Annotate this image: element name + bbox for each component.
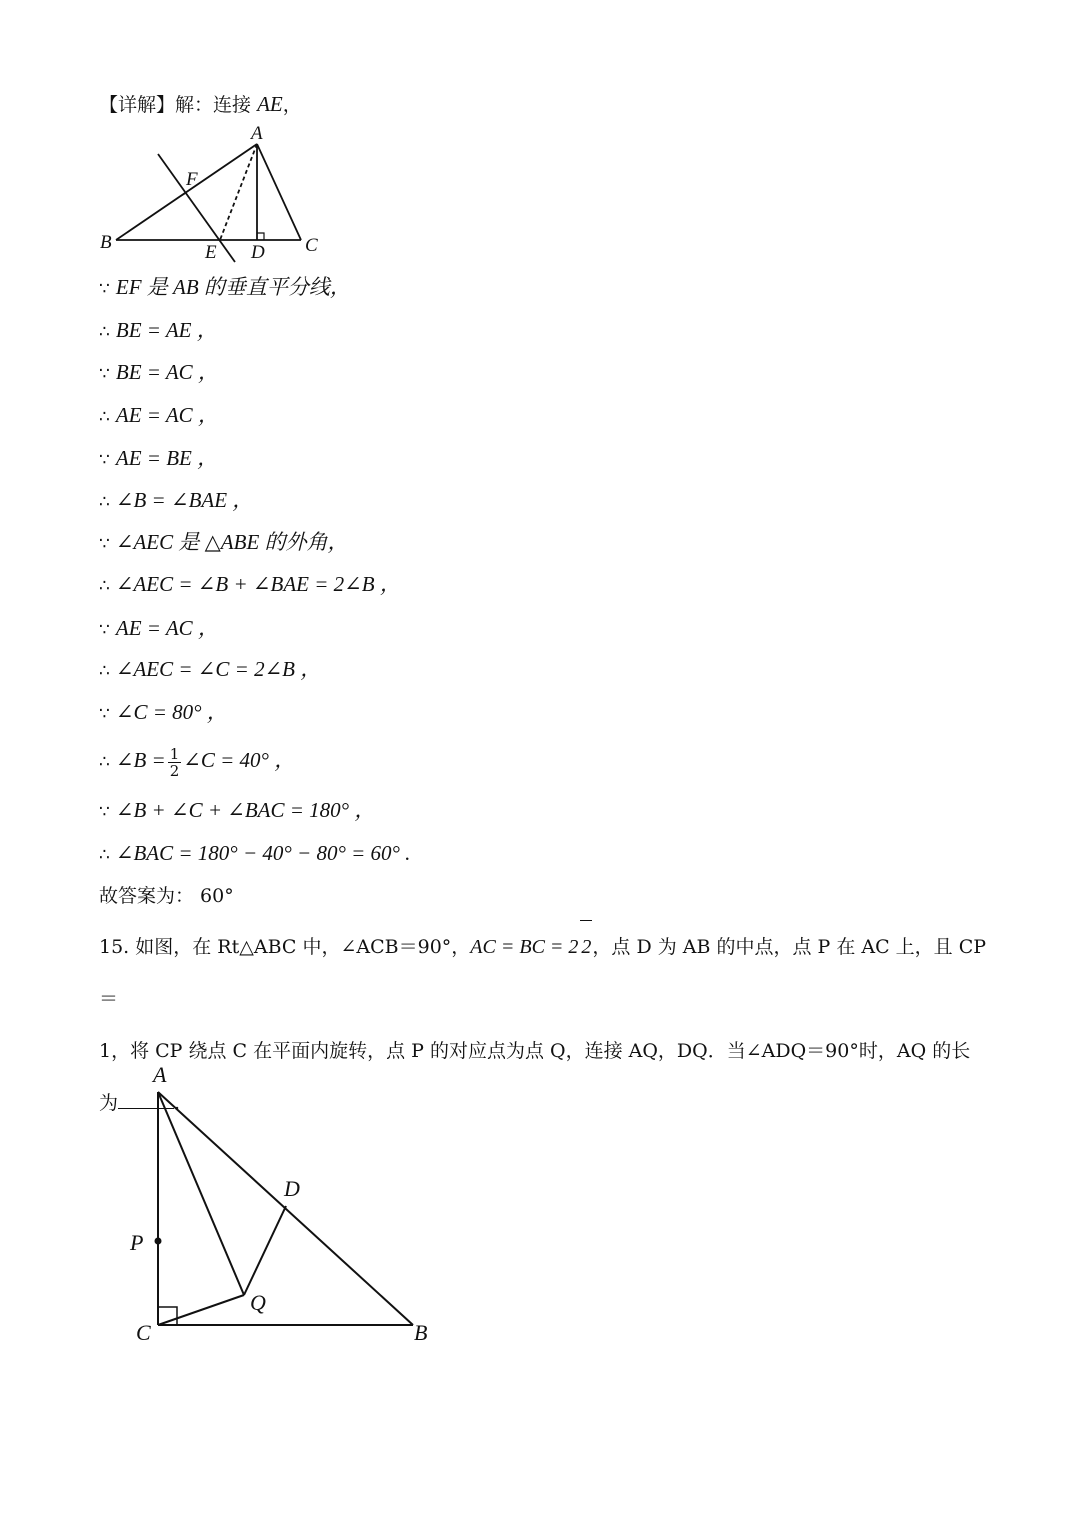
proof-step: ∵ AE = BE ， (99, 446, 219, 470)
proof-step: ∴ BE = AE ， (99, 318, 218, 342)
answer-line: 故答案为： 60° (99, 885, 234, 907)
segment-cq (158, 1295, 244, 1325)
segment-dq (244, 1206, 286, 1295)
solution-lead: 解：连接 (175, 94, 252, 116)
segment-ae: AE (257, 92, 283, 116)
segment-ab (116, 144, 257, 240)
question-number: 15. (99, 936, 130, 958)
question-15-line-1: 15. 如图，在 Rt△ABC 中，∠ACB＝90°，AC = BC = 2 2，点 D 为 AB 的中点，点 P 在 AC 上，且 CP＝ (99, 920, 989, 1025)
label-a: A (251, 123, 263, 144)
header-comma: ， (282, 94, 302, 116)
label-b: B (100, 232, 112, 253)
label-c: C (305, 235, 318, 256)
proof-step: ∵ ∠AEC 是 △ABE 的外角， (99, 530, 349, 554)
label-q: Q (250, 1290, 266, 1315)
figure-2-right-triangle (120, 1050, 450, 1355)
solution-header (99, 92, 302, 117)
fraction-one-half: $\frac{1}{2}$ (169, 744, 180, 780)
proof-step: ∵ AE = AC ， (99, 616, 219, 640)
label-c: C (136, 1320, 151, 1345)
label-b: B (414, 1320, 428, 1345)
label-d: D (284, 1176, 300, 1201)
proof-step: ∵ ∠B + ∠C + ∠BAC = 180° ， (99, 798, 376, 822)
detail-bracket-label: 【详解】 (99, 94, 176, 116)
question-15-line-2: 1，将 CP 绕点 C 在平面内旋转，点 P 的对应点为点 Q，连接 AQ，DQ．当∠ADQ＝90°时，AQ 的长为 . (99, 1040, 971, 1114)
proof-step: ∵ EF 是 AB 的垂直平分线， (99, 275, 351, 299)
segment-ac (257, 144, 301, 240)
proof-step: ∴ ∠AEC = ∠C = 2∠B ， (99, 657, 322, 681)
dashed-segment-ae (220, 144, 257, 240)
label-a: A (153, 1062, 167, 1087)
sqrt-symbol: 2 (580, 920, 592, 973)
proof-step: ∵ BE = AC ， (99, 360, 219, 384)
label-f: F (186, 169, 198, 190)
proof-step: ∴ AE = AC ， (99, 403, 219, 427)
label-p: P (130, 1230, 144, 1255)
proof-step: ∵ ∠C = 80° ， (99, 700, 228, 724)
proof-step: ∴ ∠B = ∠BAE ， (99, 488, 254, 512)
proof-step-fraction: ∴ ∠B = $\frac{1}{2}$ ∠C = 40° ， (99, 744, 296, 780)
right-angle-mark-d (257, 233, 264, 240)
segment-aq (158, 1092, 244, 1295)
point-p (155, 1238, 162, 1245)
label-d: D (251, 242, 265, 263)
figure-1-triangle (95, 120, 335, 265)
proof-step: ∴ ∠AEC = ∠B + ∠BAE = 2∠B ， (99, 572, 401, 596)
proof-step: ∴ ∠BAC = 180° − 40° − 80° = 60° . (99, 841, 411, 865)
label-e: E (205, 242, 217, 263)
